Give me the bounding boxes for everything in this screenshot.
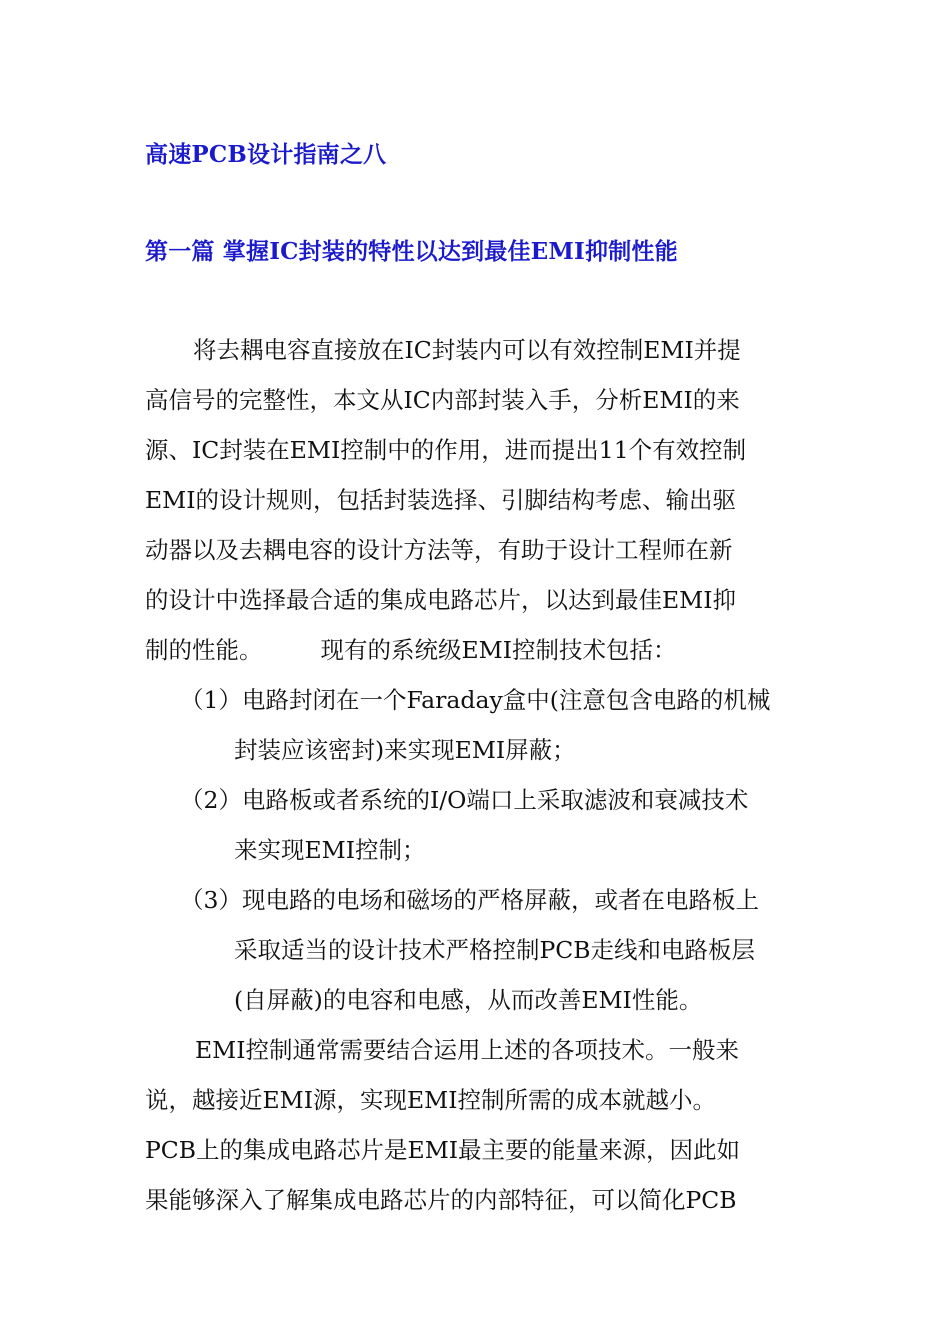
document-title: 高速PCB设计指南之八 [145, 141, 387, 168]
body-line: EMI控制通常需要结合运用上述的各项技术。一般来 [195, 1036, 739, 1064]
body-line: 将去耦电容直接放在IC封装内可以有效控制EMI并提 [193, 336, 741, 364]
body-line: 说，越接近EMI源，实现EMI控制所需的成本就越小。 [145, 1086, 716, 1114]
body-line: EMI的设计规则，包括封装选择、引脚结构考虑、输出驱 [145, 486, 736, 514]
body-line-part: 现有的系统级EMI控制技术包括： [320, 636, 677, 664]
body-line: 动器以及去耦电容的设计方法等，有助于设计工程师在新 [145, 536, 733, 564]
list-item-3: （3）现电路的电场和磁场的严格屏蔽，或者在电路板上 [180, 886, 759, 914]
list-item-2-cont: 来实现EMI控制； [234, 836, 426, 864]
body-line [145, 634, 677, 666]
list-item-3-cont: (自屏蔽)的电容和电感，从而改善EMI性能。 [234, 986, 703, 1014]
list-item-1: （1）电路封闭在一个Faraday盒中(注意包含电路的机械 [180, 686, 771, 714]
body-line: 果能够深入了解集成电路芯片的内部特征，可以简化PCB [145, 1186, 737, 1214]
body-line-part: 制的性能。 [145, 636, 263, 664]
body-line: 高信号的完整性，本文从IC内部封装入手，分析EMI的来 [145, 386, 740, 414]
body-line: 的设计中选择最合适的集成电路芯片，以达到最佳EMI抑 [145, 586, 736, 614]
section-title: 第一篇 掌握IC封装的特性以达到最佳EMI抑制性能 [145, 238, 678, 265]
body-line: PCB上的集成电路芯片是EMI最主要的能量来源，因此如 [145, 1136, 741, 1164]
body-line: 源、IC封装在EMI控制中的作用，进而提出11个有效控制 [145, 436, 747, 464]
list-item-2: （2）电路板或者系统的I/O端口上采取滤波和衰减技术 [180, 786, 749, 814]
list-item-1-cont: 封装应该密封)来实现EMI屏蔽； [234, 736, 576, 764]
list-item-3-cont: 采取适当的设计技术严格控制PCB走线和电路板层 [234, 936, 756, 964]
